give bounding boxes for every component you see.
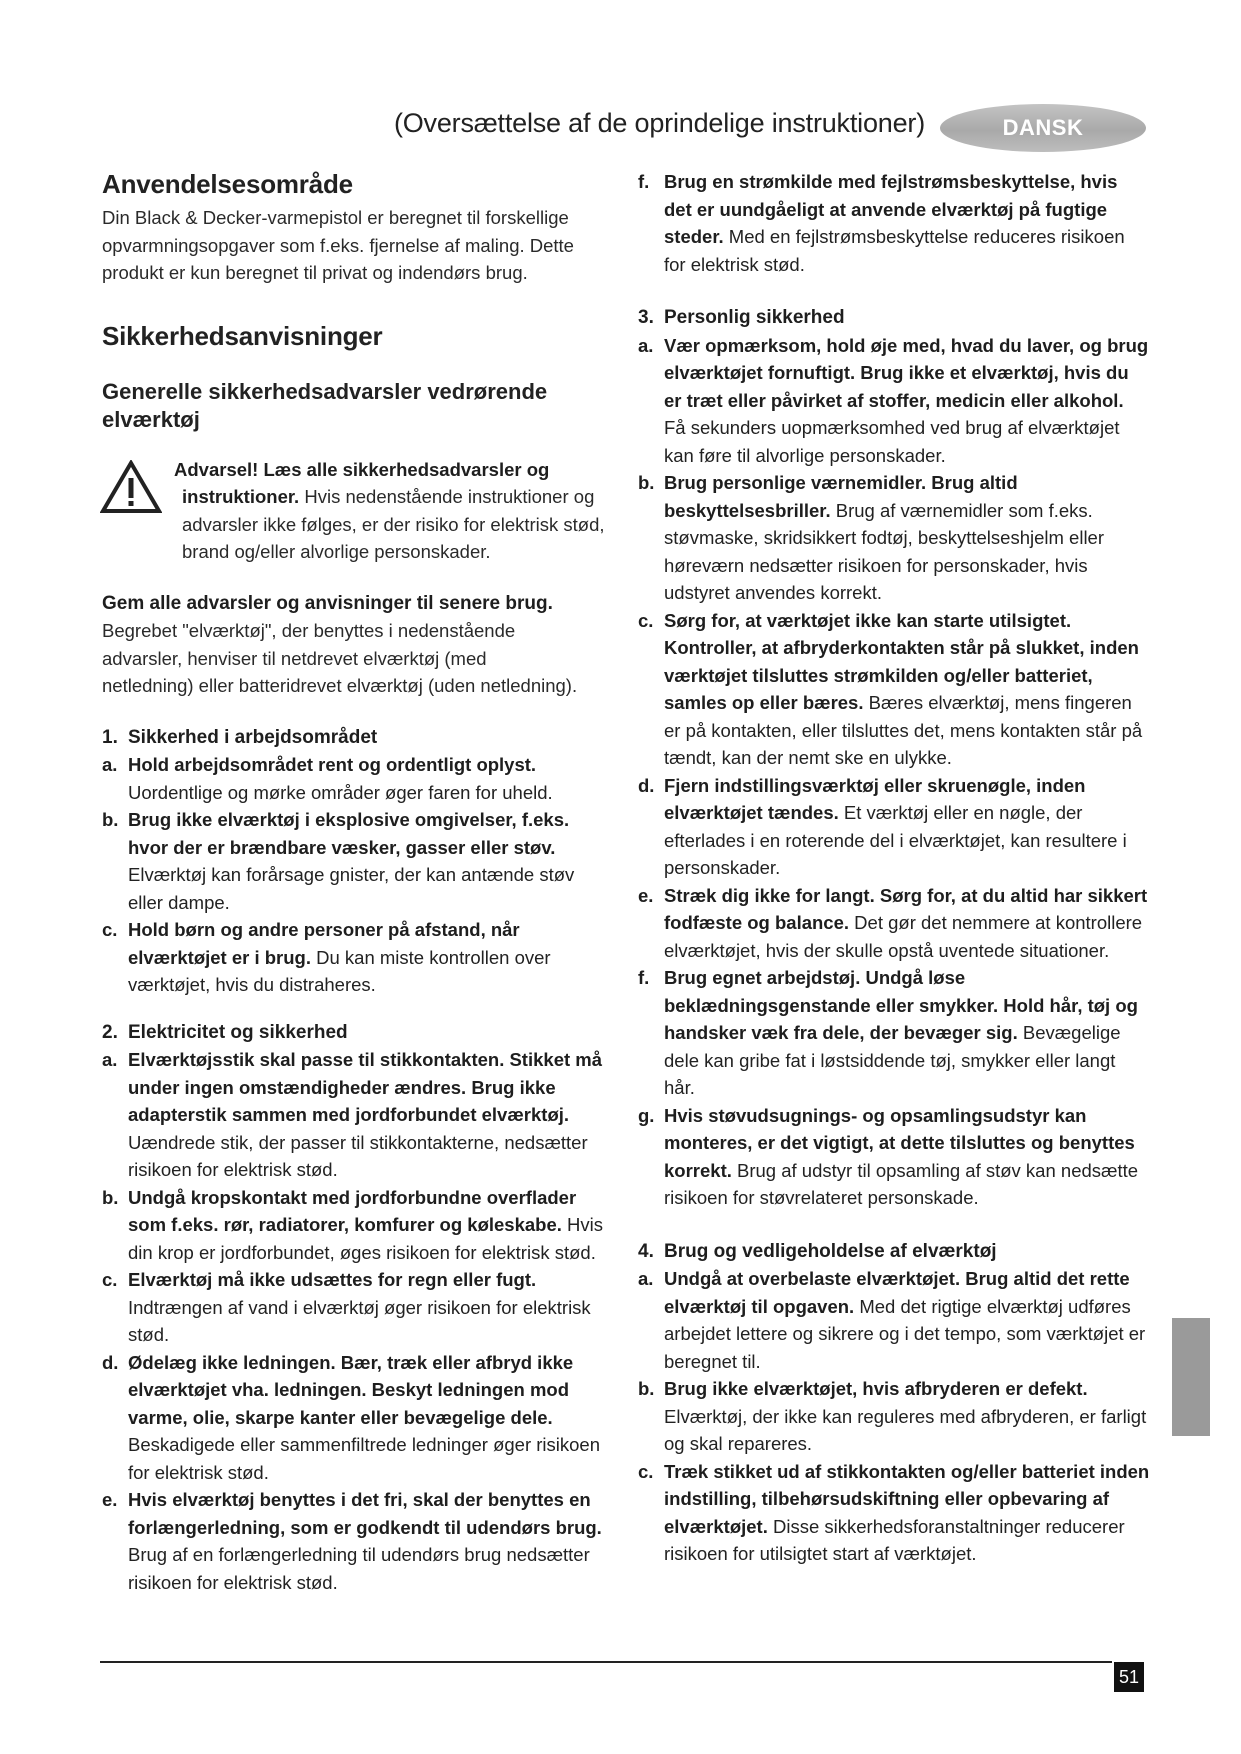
page-number: 51 [1114,1662,1144,1692]
list-item: b. Brug ikke elværktøj i eksplosive omgivelser, f.eks. hvor der er brændbare væsker, gasser eller støv. Elværktøj kan forårsage gnister, der kan antænde støv eller dampe. [102,809,575,913]
list-item: a. Undgå at overbelaste elværktøjet. Brug altid det rette elværktøj til opgaven. Med det rigtige elværktøj udføres arbejdet lettere og sikrere og i det tempo, som værktøjet er beregnet til. [638,1268,1146,1372]
paragraph-anvendelsesomraade: Din Black & Decker-varmepistol er beregnet til forskellige opvarmningsopgaver som f.eks. fjernelse af maling. Dette produkt er kun beregnet til privat og indendørs brug. [102,207,574,283]
warning-text [174,456,612,566]
right-column [638,168,1150,1568]
list-item: a. Vær opmærksom, hold øje med, hvad du laver, og brug elværktøjet fornuftigt. Brug ikke et elværktøj, hvis du er træt eller påvirket af stoffer, medicin eller alkohol. Få sekunders uopmærksomhed ved brug af elværktøjet kan føre til alvorlige personskader. [638,334,1149,466]
warning-triangle-icon [100,460,162,514]
list-item: f. Brug en strømkilde med fejlstrømsbeskyttelse, hvis det er uundgåeligt at anvende elværktøj på fugtige steder. Med en fejlstrømsbeskyttelse reduceres risikoen for elektrisk stød. [638,171,1125,275]
list-item: c. Elværktøj må ikke udsættes for regn eller fugt. Indtrængen af vand i elværktøj øger risikoen for elektrisk stød. [102,1269,591,1345]
warning-body: Hvis nedenstående instruktioner og advarsler ikke følges, er der risiko for elektrisk stød, brand og/eller alvorlige personskader. [182,486,605,562]
list-item: e. Hvis elværktøj benyttes i det fri, skal der benyttes en forlængerledning, som er godkendt til udendørs brug. Brug af en forlængerledning til udendørs brug nedsætter risikoen for elektrisk stød. [102,1489,602,1593]
list-item: c. Hold børn og andre personer på afstand, når elværktøjet er i brug. Du kan miste kontrollen over værktøjet, hvis du distraheres. [102,919,551,995]
heading-sikkerhedsanvisninger: Sikkerhedsanvisninger [102,320,383,351]
list-item: a. Elværktøjsstik skal passe til stikkontakten. Stikket må under ingen omstændigheder ændres. Brug ikke adapterstik sammen med jordforbundet elværktøj. Uændrede stik, der passer til stikkontakterne, nedsætter risikoen for elektrisk stød. [102,1049,603,1180]
footer-divider [100,1661,1112,1663]
list-item: c. Træk stikket ud af stikkontakten og/eller batteriet inden indstilling, tilbehørsudskiftning eller opbevaring af elværktøjet. Disse sikkerhedsforanstaltninger reducerer risikoen for utilsigtet start af værktøjet. [638,1460,1150,1564]
section-2-heading: 2. Elektricitet og sikkerhed [102,1021,348,1043]
list-item: d. Fjern indstillingsværktøj eller skruenøgle, inden elværktøjet tændes. Et værktøj eller en nøgle, der efterlades i en roterende del i elværktøjet, kan resultere i personskader. [638,774,1127,878]
heading-generelle-advarsler: Generelle sikkerhedsadvarsler vedrørende elværktøj [102,378,548,432]
list-item: a. Hold arbejdsområdet rent og ordentligt oplyst. Uordentlige og mørke områder øger faren for uheld. [102,754,553,803]
heading-anvendelsesomraade: Anvendelsesområde [102,169,353,199]
list-item: f. Brug egnet arbejdstøj. Undgå løse beklædningsgenstande eller smykker. Hold hår, tøj og handsker væk fra dele, der bevæger sig. Bevægelige dele kan gribe fat i løstsiddende tøj, smykker eller langt hår. [638,967,1138,1098]
list-item: d. Ødelæg ikke ledningen. Bær, træk eller afbryd ikke elværktøjet vha. ledningen. Beskyt ledningen mod varme, olie, skarpe kanter eller bevægelige dele. Beskadigede eller sammenfiltrede ledninger øger risikoen for elektrisk stød. [102,1351,600,1483]
warning-block [102,456,612,566]
list-item: g. Hvis støvudsugnings- og opsamlingsudstyr kan monteres, er det vigtigt, at dette tilsluttes og benyttes korrekt. Brug af udstyr til opsamling af støv kan nedsætte risikoen for støvrelateret personskade. [638,1104,1139,1208]
side-thumb-tab [1172,1318,1210,1436]
warning-bold: Advarsel! Læs alle sikkerhedsadvarsler og instruktioner. [174,458,550,507]
section-3-heading: 3. Personlig sikkerhed [638,307,845,328]
list-item: c. Sørg for, at værktøjet ikke kan starte utilsigtet. Kontroller, at afbryderkontakten står på slukket, inden værktøjet tilsluttes strømkilden og/eller batteriet, samles op eller bæres. Bæres elværktøj, mens fingeren er på kontakten, eller tilsluttes det, mens kontakten står på tændt, kan der nemt ske en ulykke. [638,609,1143,768]
section-4-heading: 4. Brug og vedligeholdelse af elværktøj [638,1240,997,1262]
list-item: b. Brug personlige værnemidler. Brug altid beskyttelsesbriller. Brug af værnemidler som f.eks. støvmaske, skridsikkert fodtøj, beskyttelseshjelm eller høreværn nedsætter risikoen for personskader, hvis udstyret anvendes korrekt. [638,472,1105,603]
section-1-heading: 1. Sikkerhed i arbejdsområdet [102,726,378,748]
gem-paragraph: Begrebet "elværktøj", der benyttes i nedenstående advarsler, henviser til netdrevet elværktøj (med netledning) eller batteridrevet elværktøj (uden netledning). [102,620,578,696]
gem-heading: Gem alle advarsler og anvisninger til senere brug. [102,592,553,614]
list-item: b. Brug ikke elværktøjet, hvis afbryderen er defekt. Elværktøj, der ikke kan reguleres med afbryderen, er farligt og skal repareres. [638,1378,1147,1454]
document-header: (Oversættelse af de oprindelige instruktioner) [393,108,925,138]
language-badge: DANSK [940,104,1146,152]
list-item: b. Undgå kropskontakt med jordforbundne overflader som f.eks. rør, radiatorer, komfurer og køleskabe. Hvis din krop er jordforbundet, øges risikoen for elektrisk stød. [102,1186,604,1263]
list-item: e. Stræk dig ikke for langt. Sørg for, at du altid har sikkert fodfæste og balance. Det gør det nemmere at kontrollere elværktøjet, hvis der skulle opstå uventede situationer. [638,884,1148,961]
left-column [102,168,612,1596]
